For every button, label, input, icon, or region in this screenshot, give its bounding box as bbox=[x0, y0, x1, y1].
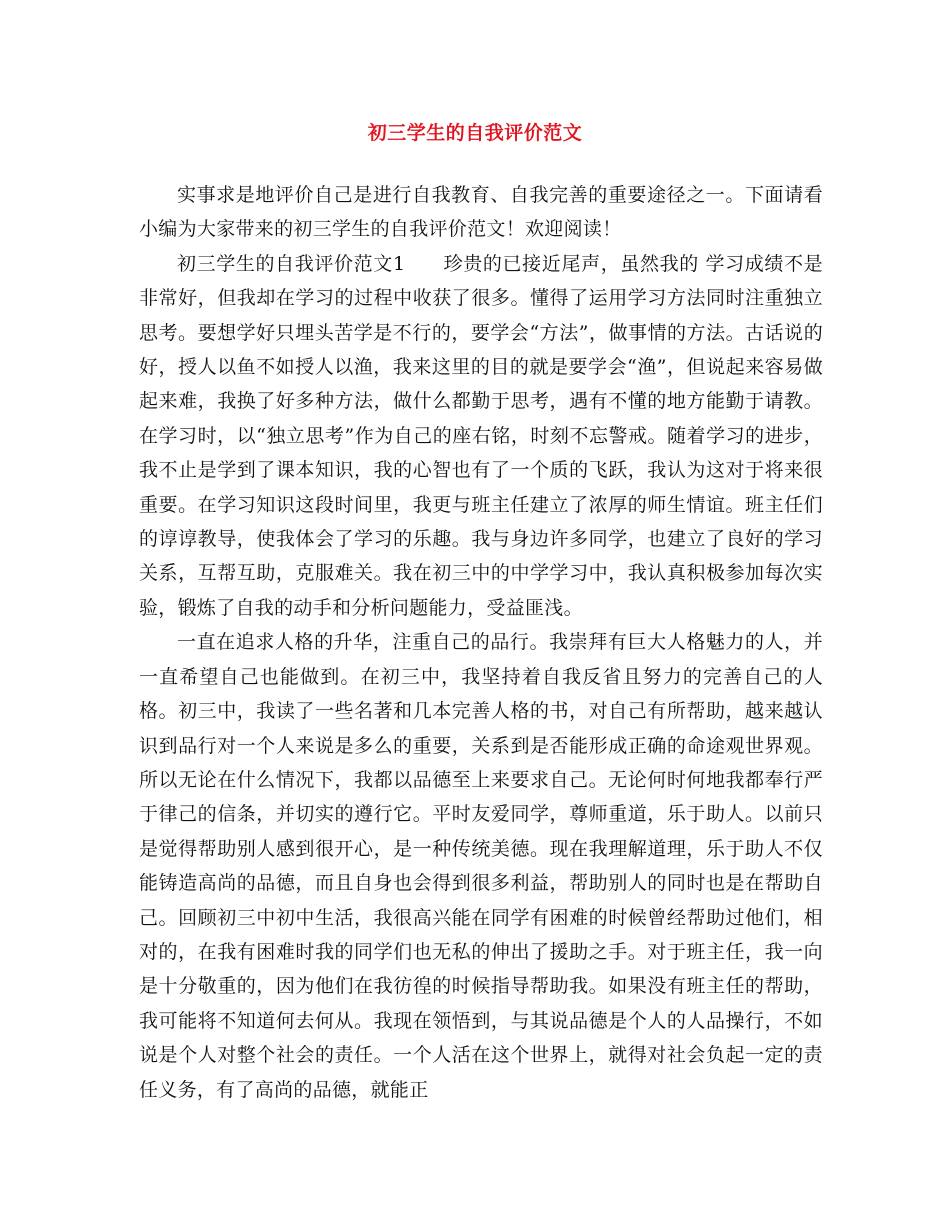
section-text: 珍贵的已接近尾声，虽然我的 学习成绩不是非常好，但我却在学习的过程中收获了很多。懂得了运用学习方法同时注重独立思考。要想学好只埋头苦学是不行的，要学会“方法”，做事情的方法。古话说的好，授人以鱼不如授人以渔，我来这里的目的就是要学会“渔”，但说起来容易做起来难，我换了好多种方法，做什么都勤于思考，遇有不懂的地方能勤于请教。在学习时，以“独立思考”作为自己的座右铭，时刻不忘警戒。随着学习的进步，我不止是学到了课本知识，我的心智也有了一个质的飞跃，我认为这对于将来很重要。在学习知识这段时间里，我更与班主任建立了浓厚的师生情谊。班主任们的谆谆教导，使我体会了学习的乐趣。我与身边许多同学，也建立了良好的学习关系，互帮互助，克服难关。我在初三中的中学学习中，我认真积极参加每次实验，锻炼了自我的动手和分析问题能力，受益匪浅。 bbox=[139, 252, 823, 619]
character-paragraph: 一直在追求人格的升华，注重自己的品行。我崇拜有巨大人格魅力的人，并一直希望自己也能做到。在初三中，我坚持着自我反省且努力的完善自己的人格。初三中，我读了一些名著和几本完善人格的书，对自己有所帮助，越来越认识到品行对一个人来说是多么的重要，关系到是否能形成正确的命途观世界观。所以无论在什么情况下，我都以品德至上来要求自己。无论何时何地我都奉行严于律己的信条，并切实的遵行它。平时友爱同学，尊师重道，乐于助人。以前只是觉得帮助别人感到很开心，是一种传统美德。现在我理解道理，乐于助人不仅能铸造高尚的品德，而且自身也会得到很多利益，帮助别人的同时也是在帮助自己。回顾初三中初中生活，我很高兴能在同学有困难的时候曾经帮助过他们，相对的，在我有困难时我的同学们也无私的伸出了援助之手。对于班主任，我一向是十分敬重的，因为他们在我彷徨的时候指导帮助我。如果没有班主任的帮助，我可能将不知道何去何从。我现在领悟到，与其说品德是个人的人品操行，不如说是个人对整个社会的责任。一个人活在这个世界上，就得对社会负起一定的责任义务，有了高尚的品德，就能正 bbox=[139, 631, 823, 1101]
intro-paragraph: 实事求是地评价自己是进行自我教育、自我完善的重要途径之一。下面请看小编为大家带来的初三学生的自我评价范文！欢迎阅读！ bbox=[139, 184, 823, 241]
document-body bbox=[139, 178, 823, 1107]
section-1-paragraph bbox=[139, 247, 823, 625]
document-title: 初三学生的自我评价范文 bbox=[367, 122, 583, 144]
section-heading: 初三学生的自我评价范文1 bbox=[177, 252, 406, 275]
